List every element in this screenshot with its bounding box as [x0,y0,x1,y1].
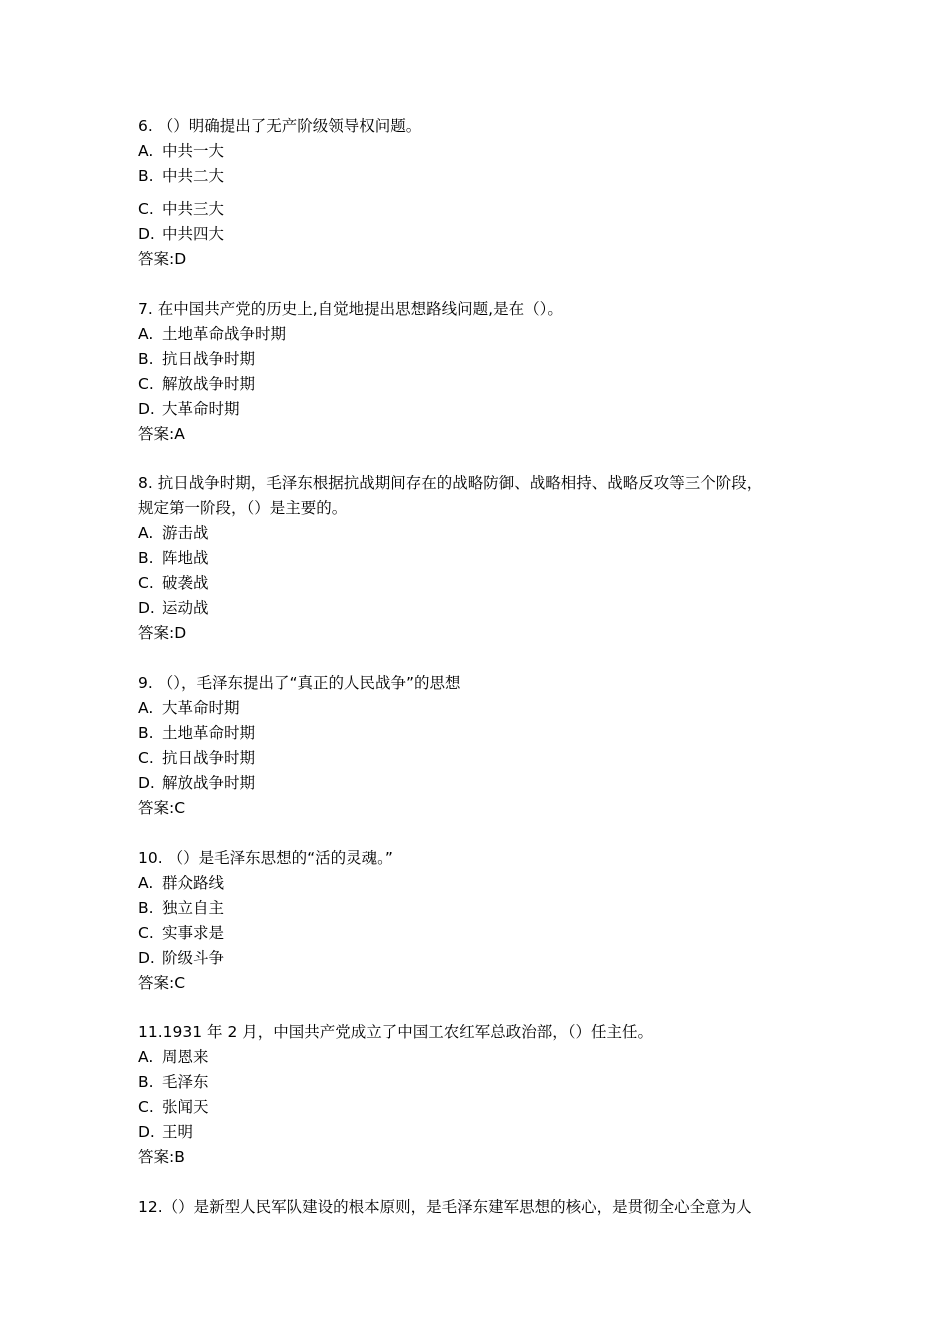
option-a: A. 周恩来 [138,1048,209,1066]
option-b: B. 阵地战 [138,549,209,567]
answer: 答案:C [138,974,186,992]
option-d: D. 运动战 [138,599,209,617]
option-c: C. 破袭战 [138,574,209,592]
option-d: D. 解放战争时期 [138,774,256,792]
option-a: A. 群众路线 [138,874,225,892]
option-b: B. 中共二大 [138,167,225,185]
question-6 [138,114,838,272]
option-d: D. 阶级斗争 [138,949,225,967]
option-c: C. 中共三大 [138,200,225,218]
option-d: D. 王明 [138,1123,194,1141]
spacer [138,189,838,197]
option-b: B. 抗日战争时期 [138,350,256,368]
option-d: D. 中共四大 [138,225,225,243]
question-8 [138,471,838,646]
question-stem: 9. （），毛泽东提出了“真正的人民战争”的思想 [138,674,461,692]
question-stem: 12.（）是新型人民军队建设的根本原则，是毛泽东建军思想的核心，是贯彻全心全意为人 [138,1198,752,1216]
option-a: A. 游击战 [138,524,209,542]
option-b: B. 土地革命时期 [138,724,256,742]
option-c: C. 实事求是 [138,924,225,942]
question-stem-continued: 规定第一阶段，（）是主要的。 [138,499,348,517]
option-a: A. 中共一大 [138,142,225,160]
option-a: A. 大革命时期 [138,699,240,717]
question-9 [138,671,838,821]
question-stem: 10. （）是毛泽东思想的“活的灵魂。” [138,849,393,867]
answer: 答案:D [138,250,187,268]
answer: 答案:A [138,425,185,443]
option-c: C. 抗日战争时期 [138,749,256,767]
option-b: B. 毛泽东 [138,1073,209,1091]
question-10 [138,846,838,996]
answer: 答案:D [138,624,187,642]
answer: 答案:C [138,799,186,817]
question-stem: 11.1931 年 2 月，中国共产党成立了中国工农红军总政治部，（）任主任。 [138,1023,653,1041]
option-c: C. 解放战争时期 [138,375,256,393]
question-7 [138,297,838,447]
option-a: A. 土地革命战争时期 [138,325,287,343]
option-d: D. 大革命时期 [138,400,240,418]
question-12 [138,1195,838,1220]
question-11 [138,1020,838,1170]
question-stem: 8. 抗日战争时期，毛泽东根据抗战期间存在的战略防御、战略相持、战略反攻等三个阶段， [138,474,763,492]
option-c: C. 张闻天 [138,1098,209,1116]
answer: 答案:B [138,1148,185,1166]
question-stem: 6. （）明确提出了无产阶级领导权问题。 [138,117,422,135]
question-stem: 7. 在中国共产党的历史上,自觉地提出思想路线问题,是在（）。 [138,300,563,318]
option-b: B. 独立自主 [138,899,225,917]
